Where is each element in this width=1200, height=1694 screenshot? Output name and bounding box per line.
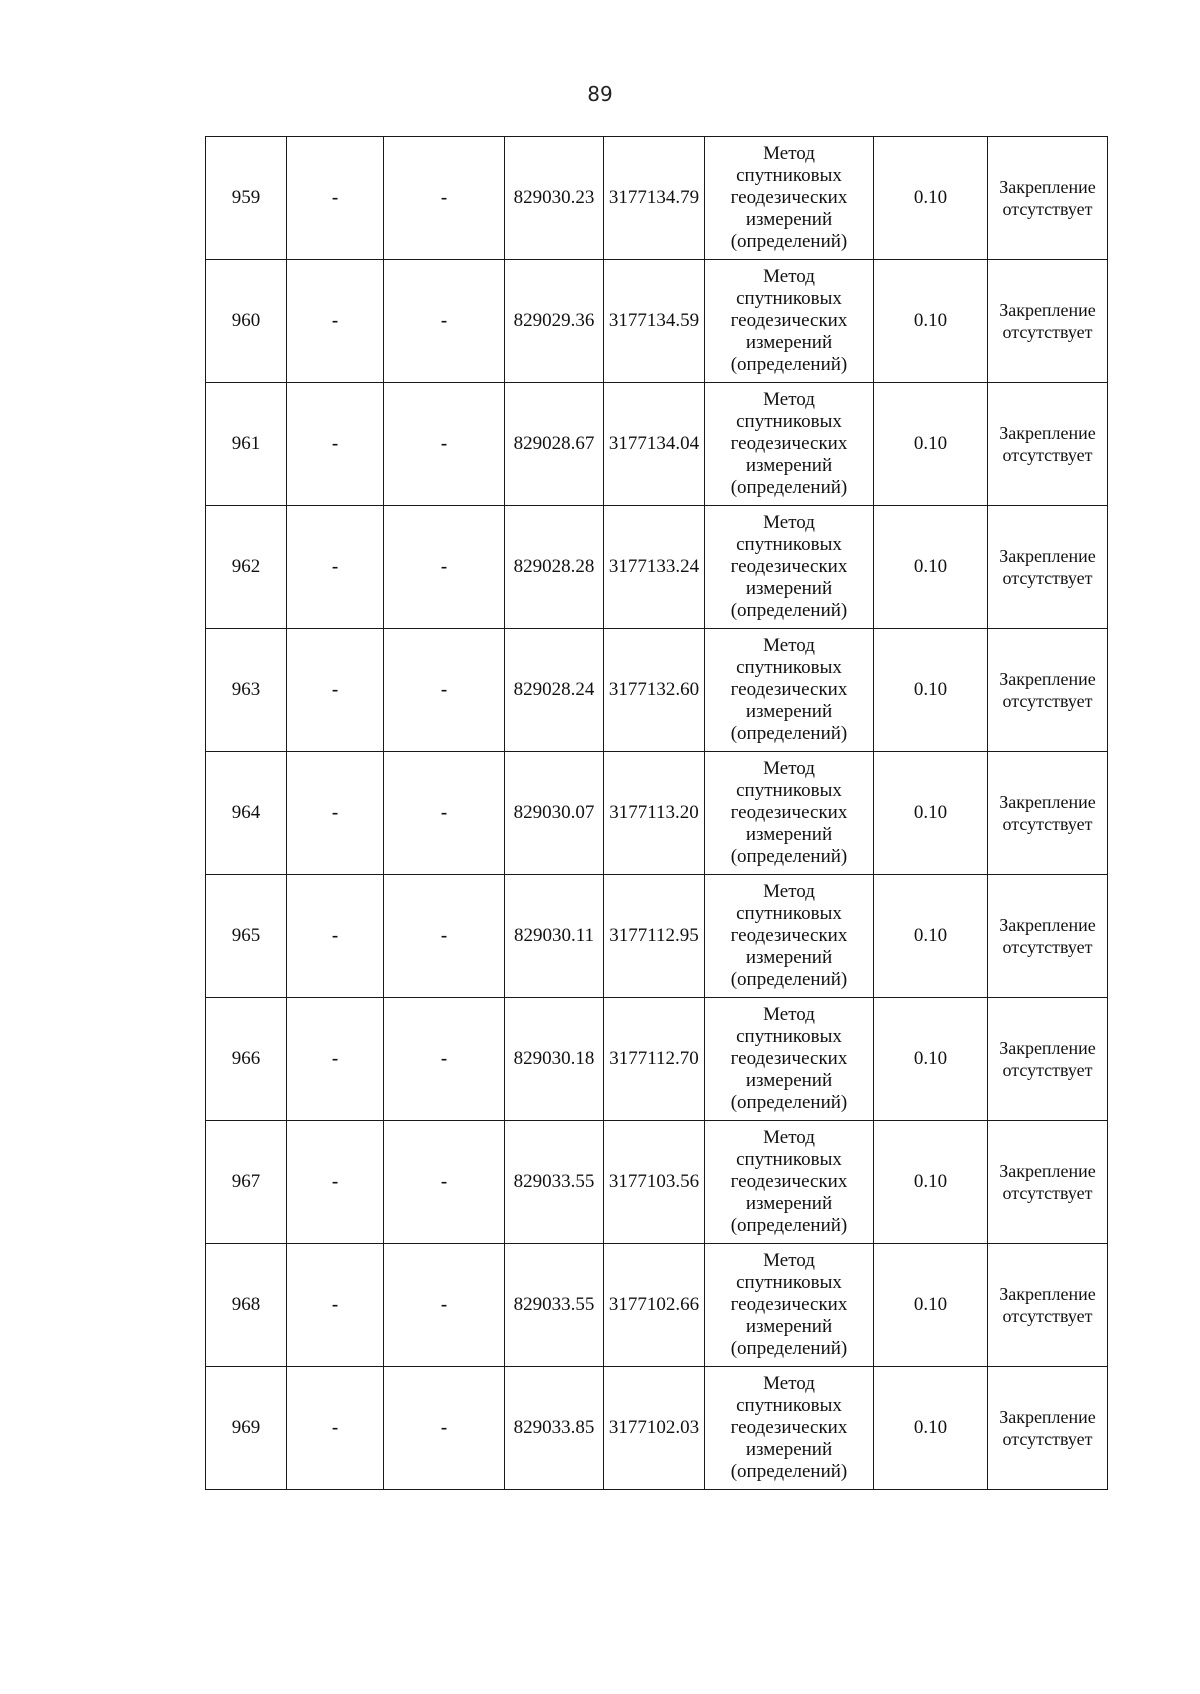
fixation-line: отсутствует <box>1002 1060 1093 1080</box>
y-coordinate-cell: 3177134.59 <box>604 260 705 383</box>
method-line: (определений) <box>730 1092 848 1113</box>
fixation-line: Закрепление <box>999 792 1096 812</box>
point-number-cell: 962 <box>206 506 287 629</box>
table-row <box>206 752 1108 875</box>
fixation-cell <box>988 1244 1108 1367</box>
method-line: геодезических <box>730 433 848 454</box>
table-row <box>206 1367 1108 1490</box>
fixation-cell <box>988 260 1108 383</box>
table-row <box>206 629 1108 752</box>
method-cell <box>705 137 874 260</box>
method-line: спутниковых <box>736 1272 842 1293</box>
method-cell <box>705 875 874 998</box>
old-x-cell: - <box>287 998 384 1121</box>
table-row <box>206 383 1108 506</box>
fixation-line: отсутствует <box>1002 691 1093 711</box>
method-line: (определений) <box>730 1461 848 1482</box>
x-coordinate-cell: 829028.67 <box>505 383 604 506</box>
table-row <box>206 137 1108 260</box>
old-x-cell: - <box>287 506 384 629</box>
method-line: геодезических <box>730 802 848 823</box>
method-line: (определений) <box>730 600 848 621</box>
method-cell <box>705 383 874 506</box>
x-coordinate-cell: 829028.24 <box>505 629 604 752</box>
table-row <box>206 1121 1108 1244</box>
y-coordinate-cell: 3177102.03 <box>604 1367 705 1490</box>
fixation-line: отсутствует <box>1002 814 1093 834</box>
method-line: спутниковых <box>736 1395 842 1416</box>
method-line: Метод <box>763 1127 815 1148</box>
old-y-cell: - <box>384 383 505 506</box>
x-coordinate-cell: 829030.11 <box>505 875 604 998</box>
old-x-cell: - <box>287 137 384 260</box>
y-coordinate-cell: 3177132.60 <box>604 629 705 752</box>
method-line: измерений <box>745 701 833 722</box>
accuracy-cell: 0.10 <box>874 1367 988 1490</box>
method-line: измерений <box>745 209 833 230</box>
table-row <box>206 1244 1108 1367</box>
method-line: Метод <box>763 881 815 902</box>
old-y-cell: - <box>384 629 505 752</box>
method-line: измерений <box>745 455 833 476</box>
accuracy-cell: 0.10 <box>874 137 988 260</box>
old-y-cell: - <box>384 752 505 875</box>
old-y-cell: - <box>384 506 505 629</box>
method-cell <box>705 998 874 1121</box>
method-cell <box>705 260 874 383</box>
table-row <box>206 998 1108 1121</box>
fixation-line: отсутствует <box>1002 568 1093 588</box>
old-y-cell: - <box>384 998 505 1121</box>
fixation-cell <box>988 137 1108 260</box>
old-x-cell: - <box>287 260 384 383</box>
fixation-line: Закрепление <box>999 1161 1096 1181</box>
method-line: (определений) <box>730 231 848 252</box>
old-y-cell: - <box>384 1244 505 1367</box>
fixation-line: Закрепление <box>999 546 1096 566</box>
fixation-line: Закрепление <box>999 915 1096 935</box>
accuracy-cell: 0.10 <box>874 260 988 383</box>
method-line: геодезических <box>730 1294 848 1315</box>
point-number-cell: 969 <box>206 1367 287 1490</box>
method-line: измерений <box>745 1193 833 1214</box>
accuracy-cell: 0.10 <box>874 998 988 1121</box>
old-x-cell: - <box>287 1121 384 1244</box>
method-line: геодезических <box>730 310 848 331</box>
method-line: (определений) <box>730 477 848 498</box>
point-number-cell: 968 <box>206 1244 287 1367</box>
fixation-line: отсутствует <box>1002 445 1093 465</box>
method-line: Метод <box>763 1004 815 1025</box>
method-line: измерений <box>745 1439 833 1460</box>
method-line: спутниковых <box>736 411 842 432</box>
y-coordinate-cell: 3177102.66 <box>604 1244 705 1367</box>
method-line: геодезических <box>730 1171 848 1192</box>
method-cell <box>705 629 874 752</box>
fixation-line: Закрепление <box>999 177 1096 197</box>
fixation-cell <box>988 998 1108 1121</box>
point-number-cell: 966 <box>206 998 287 1121</box>
old-x-cell: - <box>287 875 384 998</box>
points-table <box>205 136 1108 1490</box>
accuracy-cell: 0.10 <box>874 752 988 875</box>
method-line: измерений <box>745 1316 833 1337</box>
method-line: геодезических <box>730 556 848 577</box>
method-line: измерений <box>745 578 833 599</box>
method-line: геодезических <box>730 187 848 208</box>
fixation-line: Закрепление <box>999 1407 1096 1427</box>
method-line: измерений <box>745 947 833 968</box>
table-row <box>206 260 1108 383</box>
x-coordinate-cell: 829033.55 <box>505 1244 604 1367</box>
fixation-line: Закрепление <box>999 423 1096 443</box>
old-y-cell: - <box>384 1367 505 1490</box>
method-line: Метод <box>763 143 815 164</box>
method-line: геодезических <box>730 1048 848 1069</box>
method-line: Метод <box>763 635 815 656</box>
x-coordinate-cell: 829029.36 <box>505 260 604 383</box>
fixation-line: отсутствует <box>1002 1429 1093 1449</box>
y-coordinate-cell: 3177112.95 <box>604 875 705 998</box>
y-coordinate-cell: 3177113.20 <box>604 752 705 875</box>
method-line: геодезических <box>730 1417 848 1438</box>
fixation-line: Закрепление <box>999 1284 1096 1304</box>
fixation-cell <box>988 383 1108 506</box>
method-line: (определений) <box>730 354 848 375</box>
y-coordinate-cell: 3177103.56 <box>604 1121 705 1244</box>
method-line: спутниковых <box>736 657 842 678</box>
table-row <box>206 506 1108 629</box>
fixation-cell <box>988 1367 1108 1490</box>
accuracy-cell: 0.10 <box>874 629 988 752</box>
method-line: (определений) <box>730 846 848 867</box>
x-coordinate-cell: 829030.18 <box>505 998 604 1121</box>
old-x-cell: - <box>287 1367 384 1490</box>
method-line: измерений <box>745 332 833 353</box>
method-cell <box>705 506 874 629</box>
points-table-body <box>206 137 1108 1490</box>
fixation-cell <box>988 752 1108 875</box>
x-coordinate-cell: 829033.55 <box>505 1121 604 1244</box>
method-cell <box>705 752 874 875</box>
method-line: измерений <box>745 1070 833 1091</box>
accuracy-cell: 0.10 <box>874 1244 988 1367</box>
method-cell <box>705 1121 874 1244</box>
old-y-cell: - <box>384 260 505 383</box>
accuracy-cell: 0.10 <box>874 875 988 998</box>
method-line: Метод <box>763 389 815 410</box>
fixation-cell <box>988 1121 1108 1244</box>
method-line: (определений) <box>730 1215 848 1236</box>
method-line: спутниковых <box>736 903 842 924</box>
old-x-cell: - <box>287 383 384 506</box>
method-line: геодезических <box>730 925 848 946</box>
method-line: (определений) <box>730 723 848 744</box>
x-coordinate-cell: 829030.23 <box>505 137 604 260</box>
y-coordinate-cell: 3177112.70 <box>604 998 705 1121</box>
method-line: (определений) <box>730 969 848 990</box>
method-line: Метод <box>763 1373 815 1394</box>
old-y-cell: - <box>384 1121 505 1244</box>
fixation-cell <box>988 629 1108 752</box>
table-row <box>206 875 1108 998</box>
point-number-cell: 960 <box>206 260 287 383</box>
x-coordinate-cell: 829028.28 <box>505 506 604 629</box>
method-line: спутниковых <box>736 534 842 555</box>
old-x-cell: - <box>287 1244 384 1367</box>
method-line: (определений) <box>730 1338 848 1359</box>
y-coordinate-cell: 3177134.04 <box>604 383 705 506</box>
method-line: Метод <box>763 1250 815 1271</box>
accuracy-cell: 0.10 <box>874 383 988 506</box>
method-line: Метод <box>763 512 815 533</box>
method-line: геодезических <box>730 679 848 700</box>
fixation-line: отсутствует <box>1002 1183 1093 1203</box>
method-line: спутниковых <box>736 165 842 186</box>
method-line: спутниковых <box>736 288 842 309</box>
fixation-line: отсутствует <box>1002 322 1093 342</box>
point-number-cell: 967 <box>206 1121 287 1244</box>
method-cell <box>705 1244 874 1367</box>
old-x-cell: - <box>287 629 384 752</box>
old-y-cell: - <box>384 137 505 260</box>
fixation-line: Закрепление <box>999 1038 1096 1058</box>
method-line: спутниковых <box>736 780 842 801</box>
fixation-cell <box>988 506 1108 629</box>
fixation-line: отсутствует <box>1002 937 1093 957</box>
old-x-cell: - <box>287 752 384 875</box>
method-line: спутниковых <box>736 1026 842 1047</box>
method-line: Метод <box>763 266 815 287</box>
accuracy-cell: 0.10 <box>874 506 988 629</box>
x-coordinate-cell: 829030.07 <box>505 752 604 875</box>
old-y-cell: - <box>384 875 505 998</box>
point-number-cell: 963 <box>206 629 287 752</box>
accuracy-cell: 0.10 <box>874 1121 988 1244</box>
y-coordinate-cell: 3177134.79 <box>604 137 705 260</box>
fixation-line: отсутствует <box>1002 1306 1093 1326</box>
method-cell <box>705 1367 874 1490</box>
method-line: спутниковых <box>736 1149 842 1170</box>
fixation-line: отсутствует <box>1002 199 1093 219</box>
point-number-cell: 965 <box>206 875 287 998</box>
fixation-line: Закрепление <box>999 669 1096 689</box>
point-number-cell: 959 <box>206 137 287 260</box>
method-line: Метод <box>763 758 815 779</box>
point-number-cell: 961 <box>206 383 287 506</box>
y-coordinate-cell: 3177133.24 <box>604 506 705 629</box>
x-coordinate-cell: 829033.85 <box>505 1367 604 1490</box>
method-line: измерений <box>745 824 833 845</box>
point-number-cell: 964 <box>206 752 287 875</box>
fixation-cell <box>988 875 1108 998</box>
page-number: 89 <box>587 82 613 106</box>
fixation-line: Закрепление <box>999 300 1096 320</box>
